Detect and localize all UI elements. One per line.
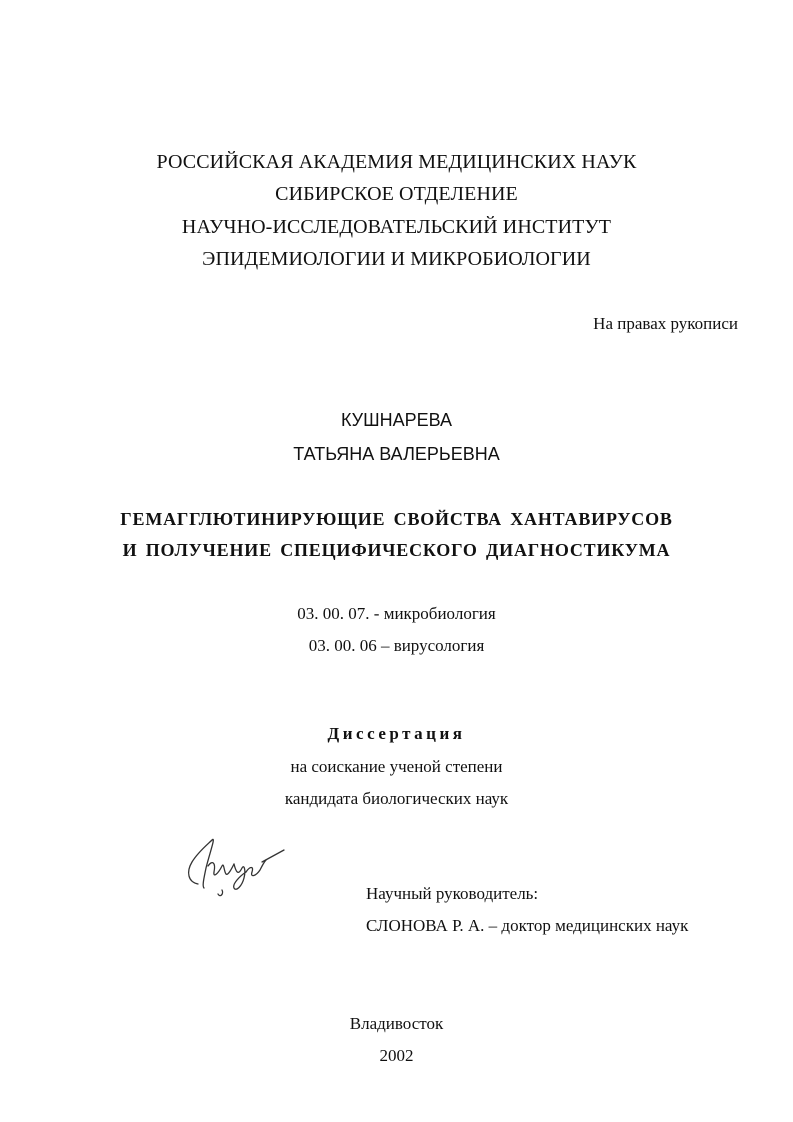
specialty-code-2: 03. 00. 06 – вирусология	[308, 636, 485, 655]
supervisor-label: Научный руководитель:	[366, 884, 539, 903]
institution-line-3: НАУЧНО-ИССЛЕДОВАТЕЛЬСКИЙ ИНСТИТУТ	[181, 216, 612, 238]
manuscript-note: На правах рукописи	[593, 314, 738, 333]
thesis-title-line-2: И ПОЛУЧЕНИЕ СПЕЦИФИЧЕСКОГО ДИАГНОСТИКУМА	[122, 540, 671, 560]
specialty-code-1: 03. 00. 07. - микробиология	[297, 604, 496, 623]
author-given-names: ТАТЬЯНА ВАЛЕРЬЕВНА	[293, 444, 500, 464]
dissertation-label: Диссертация	[327, 724, 466, 743]
dissertation-purpose: на соискание ученой степени	[290, 757, 503, 776]
city: Владивосток	[349, 1014, 444, 1033]
institution-line-1: РОССИЙСКАЯ АКАДЕМИЯ МЕДИЦИНСКИХ НАУК	[156, 151, 637, 173]
supervisor-name: СЛОНОВА Р. А. – доктор медицинских наук	[366, 916, 689, 935]
year: 2002	[379, 1046, 414, 1065]
author-surname: КУШНАРЕВА	[340, 410, 453, 430]
dissertation-degree: кандидата биологических наук	[284, 789, 509, 808]
institution-line-2: СИБИРСКОЕ ОТДЕЛЕНИЕ	[275, 183, 518, 205]
thesis-title-line-1: ГЕМАГГЛЮТИНИРУЮЩИЕ СВОЙСТВА ХАНТАВИРУСОВ	[120, 509, 673, 529]
handwritten-signature	[180, 832, 290, 902]
institution-line-4: ЭПИДЕМИОЛОГИИ И МИКРОБИОЛОГИИ	[202, 248, 591, 270]
